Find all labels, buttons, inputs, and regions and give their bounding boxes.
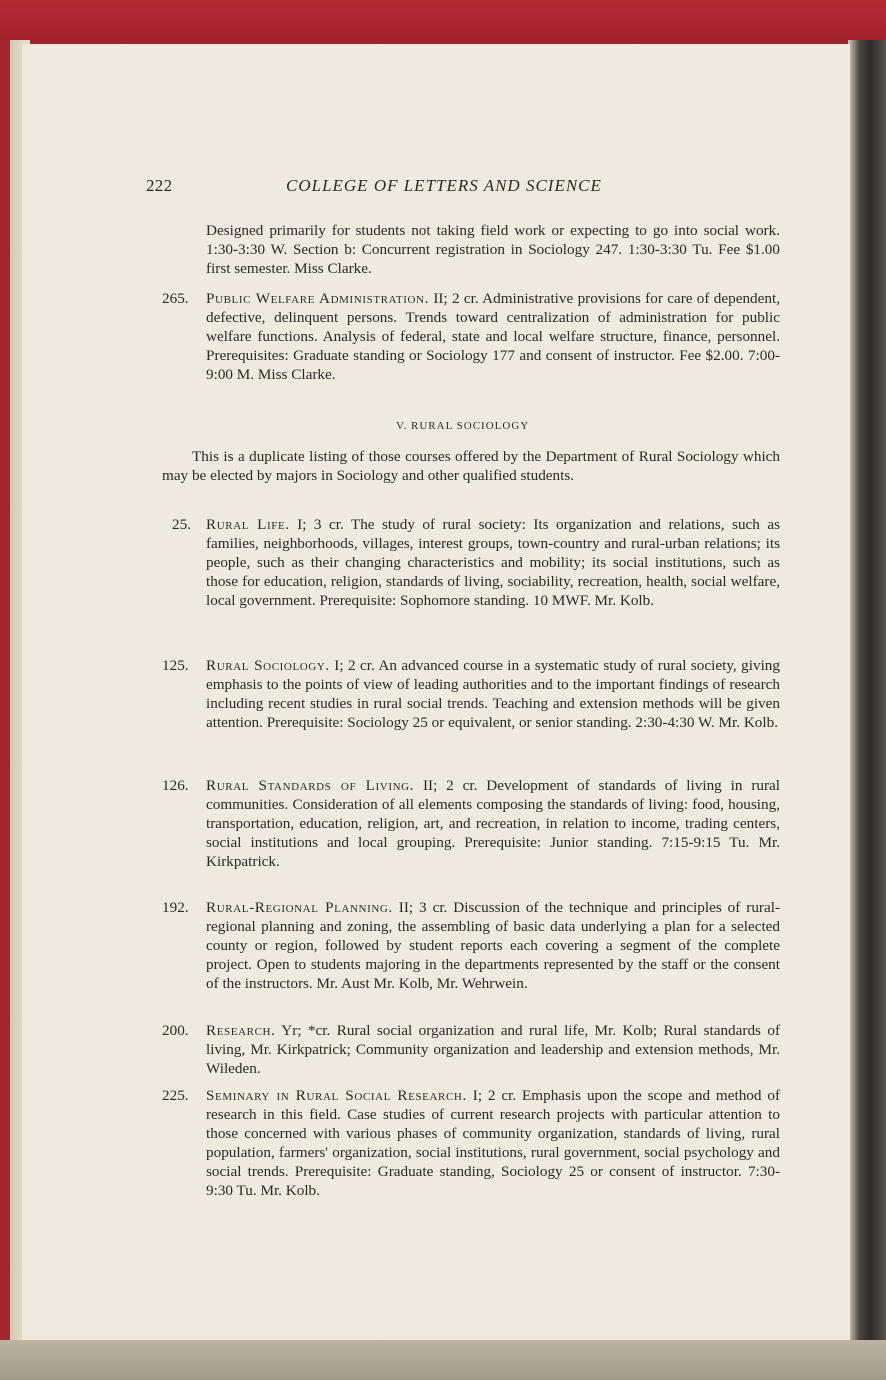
course-body: I; 2 cr. An advanced course in a systematic study of rural society, giving emphasis to the points of view of leading authorities and to the important findings of research including recent studies in rural social trends. Teaching and extension methods will be given attention. Prerequisite: Sociology 25 or equivalent, or senior standing. 2:30-4:30 W. Mr. Kolb. — [206, 657, 780, 732]
course-entry — [206, 1086, 780, 1201]
course-entry — [206, 898, 780, 993]
course-description-continuation: Designed primarily for students not taking field work or expecting to go into social work. 1:30-3:30 W. Section b: Concurrent registration in Sociology 247. 1:30-3:30 Tu. Fee $1.00 first semester. Miss Clarke. — [206, 222, 780, 278]
course-number: 125. — [162, 657, 189, 674]
course-body: II; 2 cr. Administrative provisions for care of dependent, defective, delinquent persons. Trends toward centralization of administration for public welfare functions. Analysis of federal, state and local welfare structure, finance, personnel. Prerequisites: Graduate standing or Sociology 177 and consent of instructor. Fee $2.00. 7:00-9:00 M. Miss Clarke. — [206, 290, 780, 384]
section-intro: This is a duplicate listing of those courses offered by the Department of Rural Sociology which may be elected by majors in Sociology and other qualified students. — [162, 448, 780, 485]
course-body: II; 2 cr. Development of standards of living in rural communities. Consideration of all elements composing the standards of living: food, housing, transportation, education, religion, art, and recreation, in relation to income, trading centers, social institutions and local grouping. Prerequisite: Junior standing. 7:15-9:15 Tu. Mr. Kirkpatrick. — [206, 777, 780, 871]
course-body: II; 3 cr. Discussion of the technique and principles of rural-regional planning and zoning, the assembling of basic data underlying a plan for a selected county or region, followed by student reports each covering a segment of the complete project. Open to students majoring in the departments represented by the staff or the consent of the instructors. Mr. Aust Mr. Kolb, Mr. Wehrwein. — [206, 899, 780, 993]
course-number: 225. — [162, 1087, 189, 1104]
course-entry — [206, 776, 780, 871]
course-entry — [206, 515, 780, 610]
course-title: Rural Life. — [206, 516, 290, 533]
course-number: 265. — [162, 290, 189, 307]
course-number: 25. — [172, 516, 191, 533]
book-binding-left — [0, 40, 10, 1340]
page-number: 222 — [146, 176, 173, 195]
course-title: Rural Sociology. — [206, 657, 330, 674]
course-title: Rural Standards of Living. — [206, 777, 415, 794]
book-binding-right — [848, 40, 886, 1380]
course-title: Rural-Regional Planning. — [206, 899, 393, 916]
section-heading: V. RURAL SOCIOLOGY — [396, 420, 530, 432]
course-body: Yr; *cr. Rural social organization and rural life, Mr. Kolb; Rural standards of living, Mr. Kirkpatrick; Community organization and leadership and extension methods, Mr. Wileden. — [206, 1022, 780, 1078]
course-entry — [206, 289, 780, 384]
book-binding-bottom — [0, 1340, 886, 1380]
course-title: Seminary in Rural Social Research. — [206, 1087, 467, 1104]
course-title: Research. — [206, 1022, 276, 1039]
course-number: 200. — [162, 1022, 189, 1039]
course-body: I; 2 cr. Emphasis upon the scope and method of research in this field. Case studies of current research projects with particular attention to those concerned with various phases of community organization, standards of living, rural population, farmers' organization, social institutions, rural government, social psychology and social trends. Prerequisite: Graduate standing, Sociology 25 or consent of instructor. 7:30-9:30 Tu. Mr. Kolb. — [206, 1087, 781, 1200]
course-body: I; 3 cr. The study of rural society: Its organization and relations, such as families, neighborhoods, villages, interest groups, town-country and rural-urban relations; its people, such as their changing characteristics and mobility; its social institutions, such as those for education, religion, standards of living, sociability, recreation, health, social welfare, local government. Prerequisite: Sophomore standing. 10 MWF. Mr. Kolb. — [206, 516, 780, 610]
course-number: 192. — [162, 899, 189, 916]
course-title: Public Welfare Administration. — [206, 290, 429, 307]
course-number: 126. — [162, 777, 189, 794]
running-head: COLLEGE OF LETTERS AND SCIENCE — [286, 176, 602, 195]
course-entry — [206, 1021, 780, 1078]
course-entry — [206, 656, 780, 732]
book-binding-top — [0, 0, 886, 50]
